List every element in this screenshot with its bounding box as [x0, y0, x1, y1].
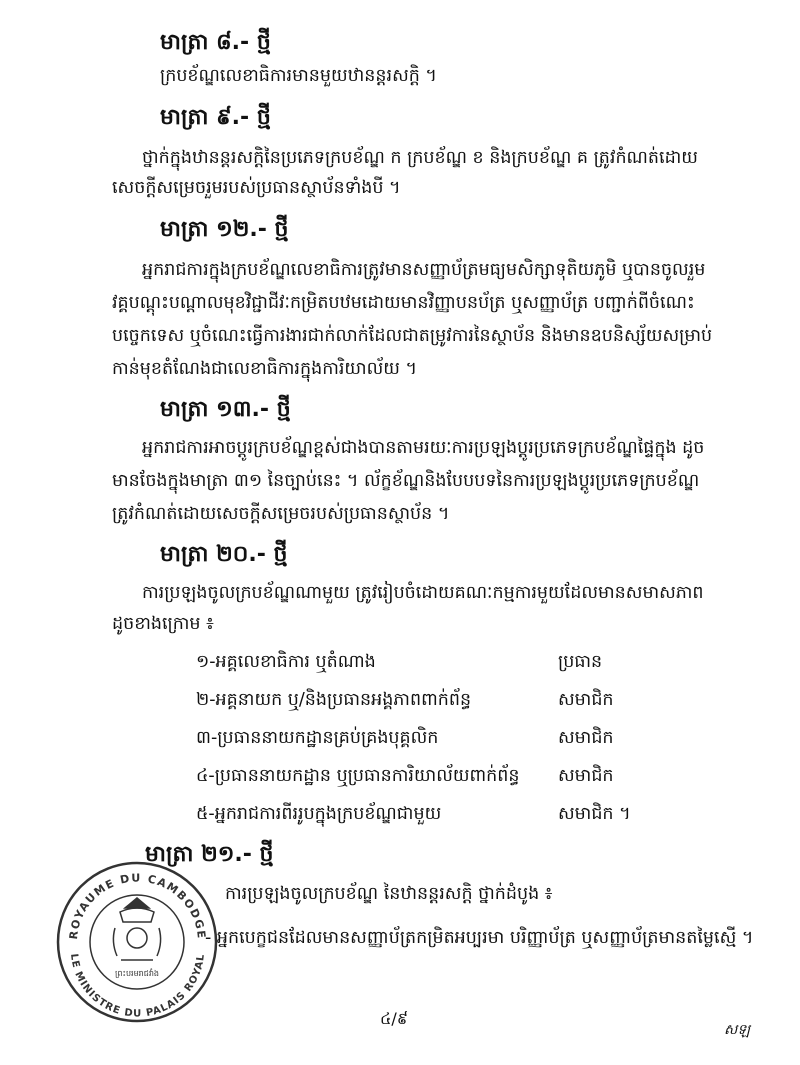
seal-inner-text: ព្រះបរមរាជវាំង: [115, 969, 159, 978]
article-13-heading: មាត្រា ១៣.- ថ្មី: [160, 397, 291, 422]
article-13-line-1: អ្នករាជការអាចប្តូរក្របខ័ណ្ឌខ្ពស់ជាងបានតាមរយៈការប្រឡងប្តូរប្រភេទក្របខ័ណ្ឌផ្ទៃក្នុង ដូច: [142, 438, 705, 458]
article-21-heading: មាត្រា ២១.- ថ្មី: [145, 842, 274, 867]
article-8-line-1: ក្របខ័ណ្ឌលេខាធិការមានមួយឋានន្តរសក្តិ ។: [160, 66, 437, 86]
svg-text:LE MINISTRE DU PALAIS ROYAL: [68, 953, 207, 1019]
committee-role-2: សមាជិក: [558, 690, 614, 710]
page-number: ៤/៩: [380, 1009, 409, 1028]
article-8-heading: មាត្រា ៨.- ថ្មី: [160, 30, 271, 55]
handwritten-initials: សឡ: [724, 1022, 750, 1038]
committee-role-4: សមាជិក: [558, 766, 614, 786]
article-13-line-2: មានចែងក្នុងមាត្រា ៣១ នៃច្បាប់នេះ ។ ល័ក្ខខ័ណ្ឌនិងបែបបទនៃការប្រឡងប្តូរប្រភេទក្របខ័ណ្ឌ: [112, 471, 700, 491]
article-12-line-4: កាន់មុខតំណែងជាលេខាធិការក្នុងការិយាល័យ ។: [112, 359, 418, 379]
royal-seal-stamp: [55, 860, 220, 1025]
article-12-line-1: អ្នករាជការក្នុងក្របខ័ណ្ឌលេខាធិការត្រូវមានសញ្ញាប័ត្រមធ្យមសិក្សាទុតិយភូមិ ឬបានចូលរួម: [142, 260, 706, 280]
article-20-line-1: ការប្រឡងចូលក្របខ័ណ្ឌណាមួយ ត្រូវរៀបចំដោយគណៈកម្មការមួយដែលមានសមាសភាព: [142, 583, 704, 603]
seal-bottom-text: LE MINISTRE DU PALAIS ROYAL: [68, 953, 207, 1020]
article-12-line-2: វគ្គបណ្តុះបណ្តាលមុខវិជ្ជាជីវៈកម្រិតបឋមដោយមានវិញ្ញាបនប័ត្រ ឬសញ្ញាប័ត្រ បញ្ជាក់ពីចំណេះ: [112, 293, 695, 313]
article-21-line-2: - អ្នកបេក្ខជនដែលមានសញ្ញាប័ត្រកម្រិតអប្បរមា បរិញ្ញាប័ត្រ ឬសញ្ញាប័ត្រមានតម្លៃស្មើ ។: [205, 928, 754, 948]
article-21-line-1: ការប្រឡងចូលក្របខ័ណ្ឌ នៃឋានន្តរសក្តិ ថ្នាក់ដំបូង ៖: [225, 884, 553, 904]
article-13-line-3: ត្រូវកំណត់ដោយសេចក្តីសម្រេចរបស់ប្រធានស្ថាប័ន ។: [112, 504, 450, 524]
article-20-heading: មាត្រា ២០.- ថ្មី: [160, 542, 288, 567]
committee-member-1: ១-អគ្គលេខាធិការ ឬតំណាង: [196, 652, 376, 672]
committee-member-4: ៤-ប្រធាននាយកដ្ឋាន ឬប្រធានការិយាល័យពាក់ព័ន្ធ: [196, 766, 520, 786]
committee-role-1: ប្រធាន: [558, 652, 603, 672]
article-12-line-3: បច្ចេកទេស ឬចំណេះធ្វើការងារជាក់លាក់ដែលជាតម្រូវការនៃស្ថាប័ន និងមានឧបនិស្ស័យសម្រាប់: [112, 326, 713, 346]
article-20-line-2: ដូចខាងក្រោម ៖: [112, 614, 214, 634]
article-9-line-1: ថ្នាក់ក្នុងឋានន្តរសក្តិនៃប្រភេទក្របខ័ណ្ឌ ក ក្របខ័ណ្ឌ ខ និងក្របខ័ណ្ឌ គ ត្រូវកំណត់ដោយ: [142, 148, 698, 168]
committee-role-5: សមាជិក ។: [558, 804, 631, 824]
committee-member-5: ៥-អ្នករាជការពីររូបក្នុងក្របខ័ណ្ឌជាមួយ: [196, 804, 442, 824]
royal-crest-icon: [113, 898, 160, 960]
article-12-heading: មាត្រា ១២.- ថ្មី: [160, 217, 289, 242]
article-9-line-2: សេចក្តីសម្រេចរួមរបស់ប្រធានស្ថាប័នទាំងបី ។: [112, 178, 401, 198]
committee-member-2: ២-អគ្គនាយក ឬ/និងប្រធានអង្គភាពពាក់ព័ន្ធ: [196, 690, 472, 710]
committee-role-3: សមាជិក: [558, 728, 614, 748]
article-9-heading: មាត្រា ៩.- ថ្មី: [160, 105, 271, 130]
seal-top-text: ROYAUME DU CAMBODGE: [66, 871, 209, 941]
committee-member-3: ៣-ប្រធាននាយកដ្ឋានគ្រប់គ្រងបុគ្គលិក: [196, 728, 439, 748]
